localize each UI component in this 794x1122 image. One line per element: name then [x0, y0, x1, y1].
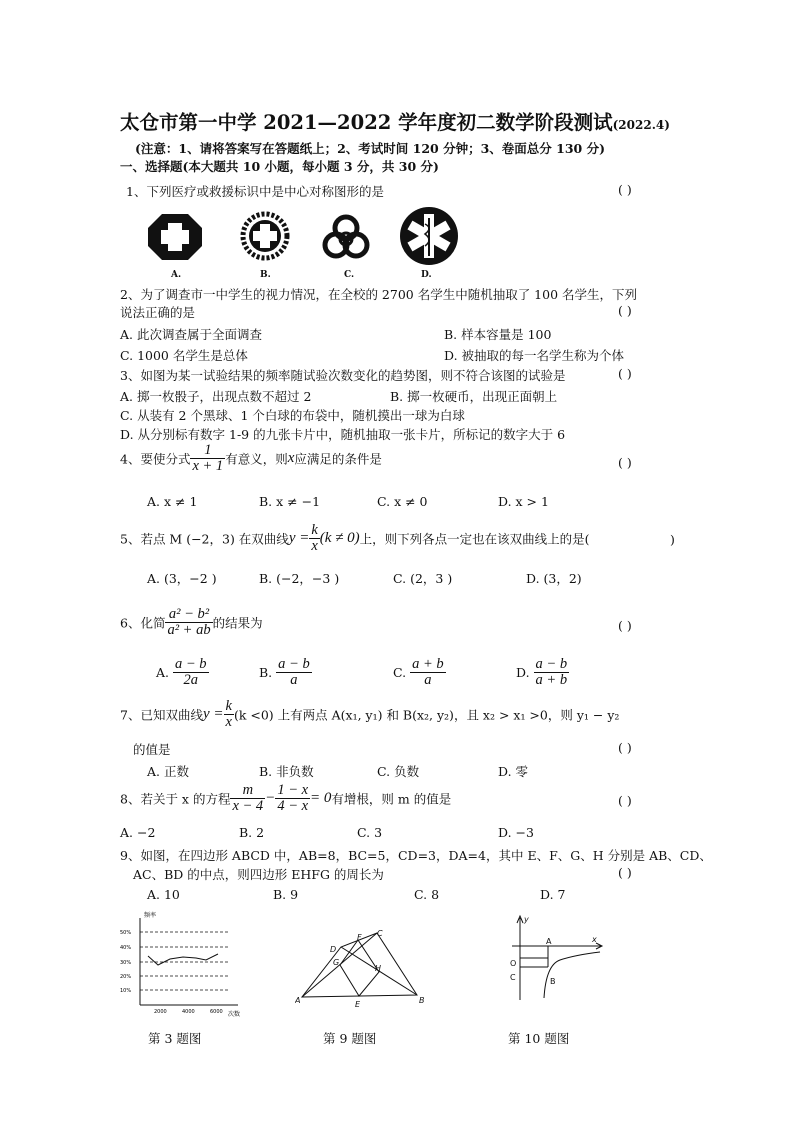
q6-option-d-den: a + b — [535, 672, 568, 689]
q8-option-c: C. 3 — [357, 825, 383, 840]
logo-label-c: C. — [344, 270, 355, 280]
q6-option-b — [259, 657, 312, 688]
answer-blank-6: ( ) — [618, 618, 632, 633]
q7-formula-lhs: y = — [202, 706, 224, 723]
q6-option-b-label: B. — [259, 665, 273, 681]
q6-fraction — [165, 607, 212, 638]
logo-label-a: A. — [171, 270, 182, 280]
q4-frac-num: 1 — [204, 442, 212, 458]
q4-stem-end: 应满足的条件是 — [294, 451, 382, 467]
fig3-x-axis-label: 次数 — [228, 1011, 241, 1018]
fig10-label-o: O — [510, 959, 517, 968]
page-title — [120, 107, 670, 135]
figure-10-caption: 第 10 题图 — [508, 1031, 570, 1046]
q6-stem-pre: 6、化简 — [120, 615, 166, 631]
q4-stem-pre: 4、要使分式 — [120, 451, 191, 467]
q4-option-d: D. x > 1 — [498, 494, 549, 509]
q8-frac1-den: x − 4 — [232, 798, 264, 815]
q6-option-a — [156, 657, 209, 688]
q4-var: x — [287, 450, 295, 467]
logo-c-biohazard-icon — [325, 217, 367, 256]
figure-9-caption: 第 9 题图 — [323, 1031, 377, 1046]
q6-option-b-den: a — [276, 672, 312, 688]
question-1-stem: 1、下列医疗或救援标识中是中心对称图形的是 — [126, 184, 384, 199]
q6-option-c — [393, 657, 446, 688]
q5-frac-num: k — [311, 522, 318, 538]
fig9-label-f: F — [357, 933, 362, 942]
fig3-y-tick-10: 10% — [120, 988, 132, 994]
figure-3-caption: 第 3 题图 — [148, 1031, 202, 1046]
fig3-x-tick-2000: 2000 — [154, 1009, 167, 1015]
question-5-stem — [120, 523, 590, 554]
fig9-label-g: G — [333, 958, 340, 967]
q6-option-a-den: 2a — [173, 672, 209, 688]
q3-option-b: B. 掷一枚硬币，出现正面朝上 — [390, 389, 558, 404]
q8-frac1-num: m — [242, 782, 254, 798]
q8-fraction-2 — [275, 783, 310, 814]
q4-stem-post: 有意义，则 — [225, 451, 288, 467]
q5-stem-post: 上，则下列各点一定也在该双曲线上的是( — [359, 531, 590, 547]
fig3-y-tick-20: 20% — [120, 974, 132, 980]
fig9-label-c: C — [377, 929, 383, 938]
answer-blank-7: ( ) — [618, 740, 632, 755]
fig3-x-tick-4000: 4000 — [182, 1009, 195, 1015]
q5-option-c: C. (2，3 ) — [393, 571, 453, 586]
q5-stem-pre: 5、若点 M (−2，3) 在双曲线 — [120, 531, 289, 547]
q8-stem-pre: 8、若关于 x 的方程 — [120, 791, 231, 807]
fig3-x-tick-6000: 6000 — [210, 1009, 223, 1015]
q4-option-a: A. x ≠ 1 — [147, 494, 198, 509]
q8-stem-post: 有增根，则 m 的值是 — [331, 791, 452, 807]
q8-frac2-num: 1 − x — [277, 782, 309, 798]
logo-d-star-of-life-icon — [400, 207, 458, 265]
answer-blank-2: ( ) — [618, 303, 632, 318]
question-9-stem-line2: AC、BD 的中点，则四边形 EHFG 的周长为 — [133, 867, 384, 882]
question-2-stem-line1: 2、为了调查市一中学生的视力情况，在全校的 2700 名学生中随机抽取了 100 名学生，下列 — [120, 287, 638, 302]
answer-blank-3: ( ) — [618, 366, 632, 381]
q8-frac2-den: 4 − x — [277, 798, 309, 815]
fig3-y-tick-30: 30% — [120, 960, 132, 966]
logo-label-d: D. — [421, 270, 432, 280]
question-2-stem-line2: 说法正确的是 — [120, 305, 196, 320]
q5-option-d: D. (3，2) — [526, 571, 582, 586]
q7-option-b: B. 非负数 — [259, 764, 314, 779]
q6-option-b-frac — [276, 657, 312, 688]
q3-option-c: C. 从装有 2 个黑球、1 个白球的布袋中，随机摸出一球为白球 — [120, 408, 465, 423]
logo-a-octagon-cross-icon — [148, 214, 202, 260]
question-7-stem-line2: 的值是 — [133, 742, 171, 757]
q3-option-d: D. 从分别标有数字 1-9 的九张卡片中，随机抽取一张卡片，所标记的数字大于 6 — [120, 427, 566, 442]
q4-option-b: B. x ≠ −1 — [259, 494, 321, 509]
question-6-stem — [120, 607, 263, 638]
question-7-stem — [120, 699, 619, 730]
q2-option-a: A. 此次调查属于全面调查 — [120, 327, 262, 342]
q6-option-c-frac — [410, 657, 446, 688]
fig9-label-d: D — [330, 945, 337, 954]
fig10-label-b: B — [550, 977, 556, 986]
q7-option-a: A. 正数 — [147, 764, 189, 779]
logo-label-b: B. — [260, 270, 271, 280]
q7-frac-den: x — [225, 714, 232, 731]
q8-option-a: A. −2 — [120, 825, 156, 840]
q6-option-d-frac — [534, 657, 570, 688]
q7-option-d: D. 零 — [498, 764, 529, 779]
answer-blank-9: ( ) — [618, 865, 632, 880]
fig10-label-y: y — [524, 915, 529, 924]
q6-option-c-num: a + b — [412, 656, 444, 672]
q7-fraction — [224, 699, 234, 730]
q5-formula-cond: (k ≠ 0) — [319, 530, 360, 547]
question-9-stem-line1: 9、如图，在四边形 ABCD 中，AB=8，BC=5，CD=3，DA=4，其中 E、F、G、H 分别是 AB、CD、 — [120, 848, 712, 863]
q4-option-c: C. x ≠ 0 — [377, 494, 428, 509]
answer-blank-8: ( ) — [618, 793, 632, 808]
q5-fraction — [309, 523, 319, 554]
question-8-stem — [120, 783, 451, 814]
q6-option-c-den: a — [410, 672, 446, 688]
q2-option-d: D. 被抽取的每一名学生称为个体 — [444, 348, 625, 363]
exam-notice: (注意：1、请将答案写在答题纸上；2、考试时间 120 分钟；3、卷面总分 130 分) — [135, 141, 606, 156]
q9-option-b: B. 9 — [273, 887, 299, 902]
answer-blank-4: ( ) — [618, 455, 632, 470]
q9-option-a: A. 10 — [147, 887, 180, 902]
answer-blank-5-close: ) — [670, 532, 675, 547]
q5-formula-lhs: y = — [288, 530, 310, 547]
question-3-stem: 3、如图为某一试验结果的频率随试验次数变化的趋势图，则不符合该图的试验是 — [120, 368, 566, 383]
q6-option-a-num: a − b — [175, 656, 207, 672]
q9-option-c: C. 8 — [414, 887, 440, 902]
q8-eq: = 0 — [310, 790, 332, 807]
q8-option-d: D. −3 — [498, 825, 534, 840]
fig10-label-c: C — [510, 973, 516, 982]
fig9-label-a: A — [295, 996, 301, 1005]
section-heading: 一、选择题(本大题共 10 小题，每小题 3 分，共 30 分) — [120, 159, 439, 174]
q7-frac-num: k — [225, 698, 232, 714]
q6-option-c-label: C. — [393, 665, 407, 681]
q9-option-d: D. 7 — [540, 887, 566, 902]
q6-option-d — [516, 657, 569, 688]
q8-option-b: B. 2 — [239, 825, 265, 840]
q6-option-d-num: a − b — [535, 656, 568, 672]
q4-frac-den: x + 1 — [192, 458, 224, 475]
fig10-label-a: A — [546, 937, 552, 946]
title-date: (2022.4) — [612, 118, 670, 132]
q5-option-a: A. (3，−2 ) — [147, 571, 217, 586]
answer-blank-1: ( ) — [618, 182, 632, 197]
question-4-stem — [120, 443, 382, 474]
fig3-y-tick-50: 50% — [120, 930, 132, 936]
q7-stem-pre: 7、已知双曲线 — [120, 707, 203, 723]
q7-stem-mid: (k <0) 上有两点 A(x₁, y₁) 和 B(x₂, y₂)，且 x₂ > x₁ >0，则 y₁ − y₂ — [233, 707, 620, 723]
q8-fraction-1 — [230, 783, 265, 814]
q3-option-a: A. 掷一枚骰子，出现点数不超过 2 — [120, 389, 312, 404]
q2-option-c: C. 1000 名学生是总体 — [120, 348, 248, 363]
q6-stem-post: 的结果为 — [212, 615, 263, 631]
q7-option-c: C. 负数 — [377, 764, 420, 779]
fig3-y-axis-label: 频率 — [144, 912, 157, 919]
figure-9-quadrilateral — [295, 925, 435, 1010]
q6-frac-num: a² − b² — [168, 606, 210, 622]
fig3-y-tick-40: 40% — [120, 945, 132, 951]
figure-10-hyperbola — [500, 910, 610, 1005]
q6-option-b-num: a − b — [278, 656, 310, 672]
fig10-label-x: x — [592, 935, 597, 944]
q5-option-b: B. (−2，−3 ) — [259, 571, 340, 586]
q1-logos — [148, 206, 468, 281]
fig9-label-e: E — [355, 1000, 361, 1009]
q5-frac-den: x — [311, 538, 318, 555]
title-main: 太仓市第一中学 2021—2022 学年度初二数学阶段测试 — [120, 111, 613, 134]
q6-option-a-label: A. — [156, 665, 170, 681]
q4-fraction — [190, 443, 225, 474]
q6-option-d-label: D. — [516, 665, 530, 681]
fig9-label-h: H — [375, 964, 382, 973]
figure-3-frequency-chart — [108, 910, 248, 1025]
q6-frac-den: a² + ab — [167, 622, 211, 639]
q2-option-b: B. 样本容量是 100 — [444, 327, 552, 342]
q8-minus: − — [265, 790, 276, 807]
fig9-label-b: B — [419, 996, 425, 1005]
q6-option-a-frac — [173, 657, 209, 688]
logo-b-wreath-cross-icon — [243, 214, 287, 258]
